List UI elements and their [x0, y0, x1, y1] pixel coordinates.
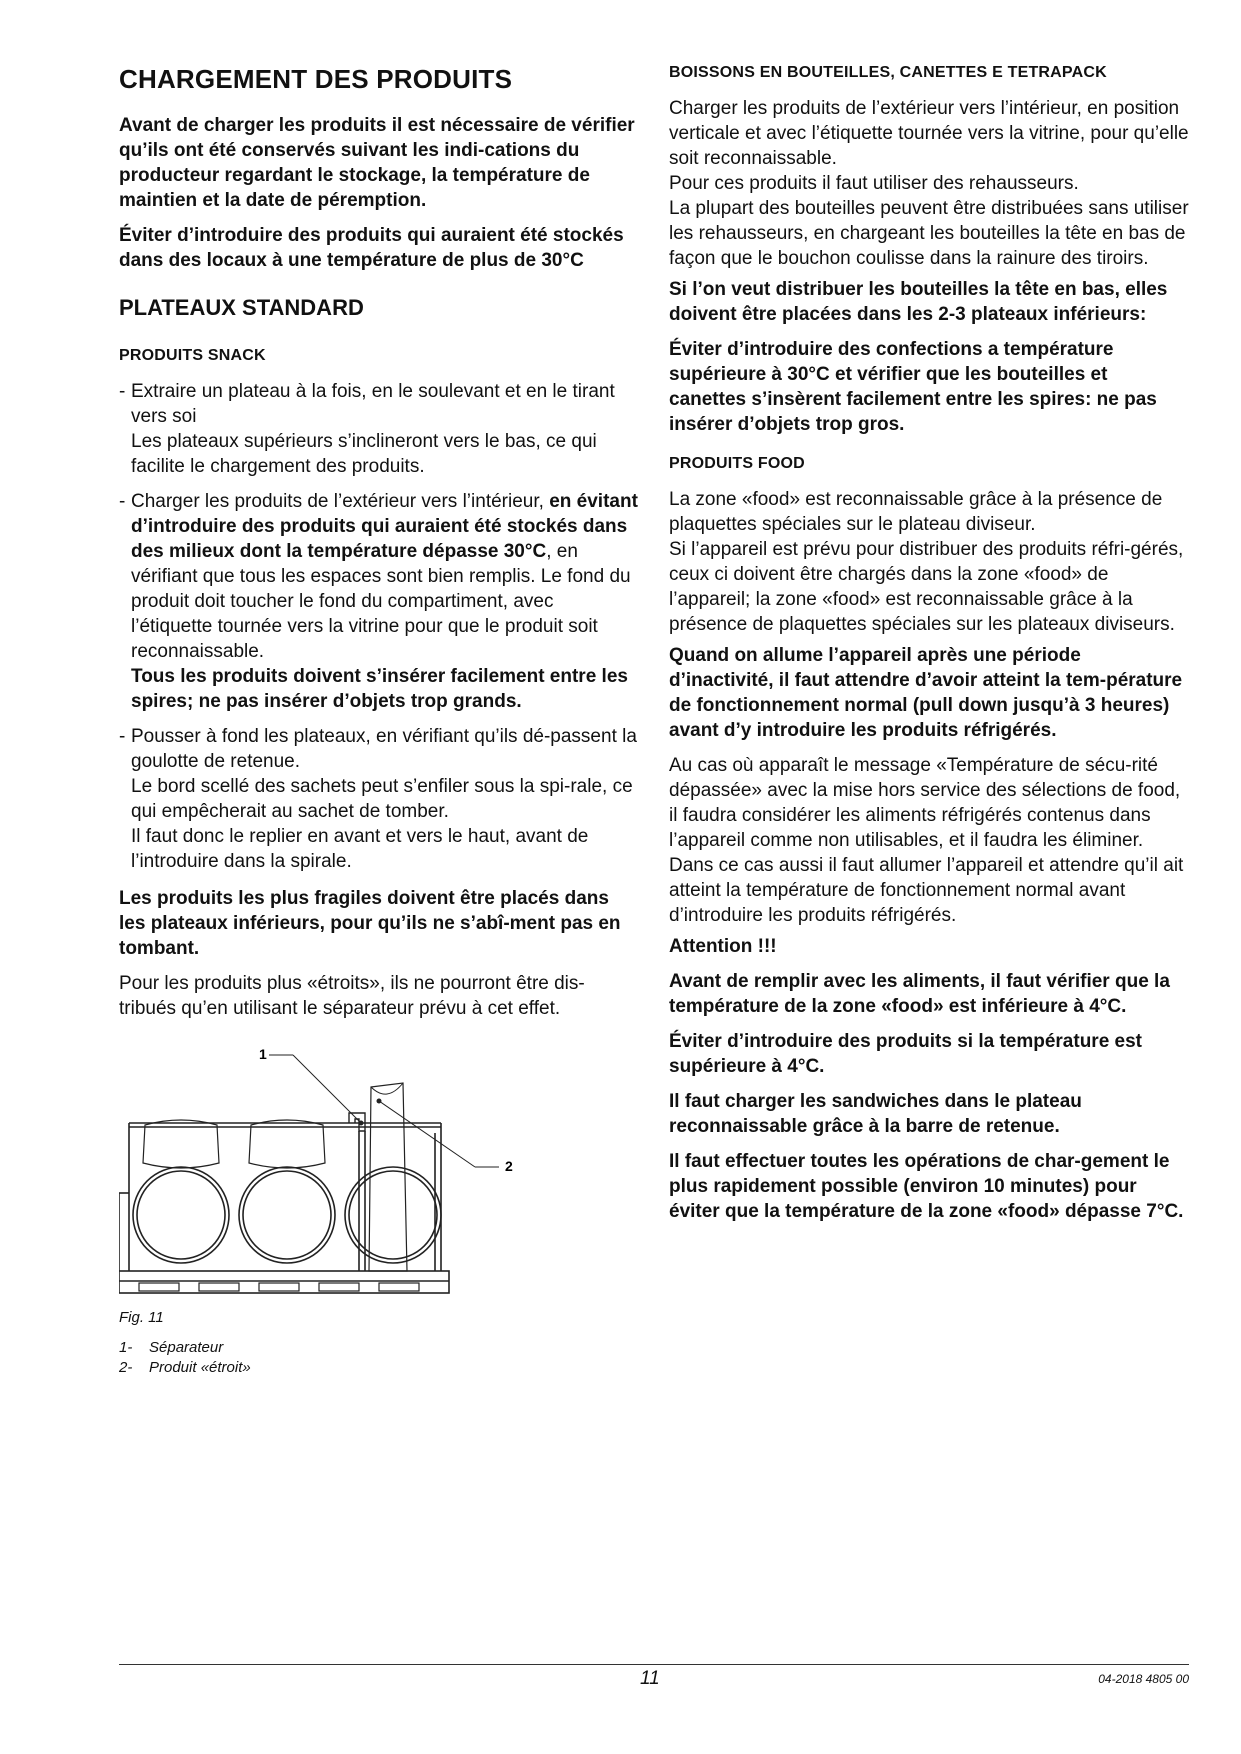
- figure-tray-diagram: [119, 1043, 559, 1303]
- intro-paragraph-1: Avant de charger les produits il est nécessaire de vérifier qu’ils ont été conservés suivant les indi-cations du producteur regardant le stockage, la température de maintien et la date de péremption.: [119, 115, 635, 211]
- instruction-list: [119, 379, 639, 874]
- item2-part-a: Charger les produits de l’extérieur vers l’intérieur,: [131, 491, 544, 512]
- left-column: [119, 64, 639, 1378]
- food-bold-3: Éviter d’introduire des produits si la température est supérieure à 4°C.: [669, 1031, 1143, 1077]
- bottles-bold-1: Si l’on veut distribuer les bouteilles la tête en bas, elles doivent être placées dans les 2-3 plateaux inférieurs:: [669, 279, 1168, 325]
- figure-caption: Fig. 11: [119, 1309, 164, 1326]
- intro-paragraph-2: Éviter d’introduire des produits qui auraient été stockés dans des locaux à une température de plus de 30°C: [119, 225, 624, 271]
- narrow-note: Pour les produits plus «étroits», ils ne pourront être dis-tribués qu’en utilisant le séparateur prévu à cet effet.: [119, 973, 585, 1019]
- item3-part-c: Il faut donc le replier en avant et vers le haut, avant de l’introduire dans la spirale.: [131, 826, 589, 872]
- page-number: 11: [640, 1668, 660, 1689]
- attention-label: Attention !!!: [669, 936, 777, 957]
- item3-part-b: Le bord scellé des sachets peut s’enfiler sous la spi-rale, ce qui empêcherait au sachet de tomber.: [131, 776, 633, 822]
- bottles-paragraph: Charger les produits de l’extérieur vers l’intérieur, en position verticale et avec l’étiquette tournée vers la vitrine, pour qu’elle soit reconnaissable. Pour ces produits il faut utiliser des rehausseurs. La plupart des bouteilles peuvent être distribuées sans utiliser les rehausseurs, en chargeant les bouteilles la tête en bas de façon que le bouchon coulisse dans la rainure des tiroirs.: [669, 98, 1189, 269]
- item3-part-a: Pousser à fond les plateaux, en vérifiant qu’ils dé-passent la goulotte de retenue.: [131, 726, 637, 772]
- food-bold-5: Il faut effectuer toutes les opérations de char-gement le plus rapidement possible (environ 10 minutes) pour éviter que la température de la zone «food» dépasse 7°C.: [669, 1151, 1184, 1222]
- subsection-title: PRODUITS SNACK: [119, 347, 266, 364]
- right-column: [669, 64, 1189, 1234]
- section-title: PLATEAUX STANDARD: [119, 295, 364, 320]
- item2-part-b: en évitant d’introduire des produits qui auraient été stockés dans des milieux dont la température dépasse 30°C: [131, 491, 638, 562]
- food-title: PRODUITS FOOD: [669, 455, 805, 472]
- footer-divider: [119, 1664, 1189, 1665]
- bottles-bold-2: Éviter d’introduire des confections a température supérieure à 30°C et vérifier que les bouteilles et canettes s’insèrent facilement entre les spires: ne pas insérer d’objets trop gros.: [669, 339, 1157, 435]
- food-paragraph-2: Au cas où apparaît le message «Température de sécu-rité dépassée» avec la mise hors service des sélections de food, il faudra considérer les aliments réfrigérés contenus dans l’appareil comme non utilisables, et il faudra les éliminer. Dans ce cas aussi il faut allumer l’appareil et attendre qu’il ait atteint la température de fonctionnement normal avant d’introduire les produits réfrigérés.: [669, 755, 1184, 926]
- list-item: [119, 724, 639, 874]
- fragile-note: Les produits les plus fragiles doivent être placés dans les plateaux inférieurs, pour qu’ils ne s’abî-ment pas en tombant.: [119, 888, 621, 959]
- item2-part-d: Tous les produits doivent s’insérer facilement entre les spires; ne pas insérer d’objets trop grands.: [131, 666, 628, 712]
- legend-item: 1- Séparateur: [119, 1339, 224, 1356]
- item2-part-c: , en vérifiant que tous les espaces sont bien remplis. Le fond du produit doit toucher le fond du compartiment, avec l’étiquette tournée vers la vitrine pour que le produit soit reconnaissable.: [131, 541, 631, 662]
- food-bold-4: Il faut charger les sandwiches dans le plateau reconnaissable grâce à la barre de retenue.: [669, 1091, 1082, 1137]
- food-bold-1: Quand on allume l’appareil après une période d’inactivité, il faut attendre d’avoir atteint la tem-pérature de fonctionnement normal (pull down jusqu’à 3 heures) avant d’y introduire les produits réfrigérés.: [669, 645, 1183, 741]
- figure-legend: [119, 1338, 639, 1378]
- item1-line2: Les plateaux supérieurs s’inclineront vers le bas, ce qui facilite le chargement des produits.: [131, 431, 597, 477]
- callout-1: 1: [259, 1046, 267, 1062]
- item1-line1: Extraire un plateau à la fois, en le soulevant et en le tirant vers soi: [131, 381, 615, 427]
- page-title: CHARGEMENT DES PRODUITS: [119, 64, 513, 94]
- list-item: [119, 489, 639, 714]
- list-item: [119, 379, 639, 479]
- document-code: 04-2018 4805 00: [1098, 1672, 1189, 1686]
- food-bold-2: Avant de remplir avec les aliments, il faut vérifier que la température de la zone «food» est inférieure à 4°C.: [669, 971, 1170, 1017]
- tray-illustration: [119, 1043, 559, 1303]
- callout-2: 2: [505, 1158, 513, 1174]
- food-paragraph-1: La zone «food» est reconnaissable grâce à la présence de plaquettes spéciales sur le plateau diviseur. Si l’appareil est prévu pour distribuer des produits réfri-gérés, ceux ci doivent être chargés dans la zone «food» de l’appareil; la zone «food» est reconnaissable grâce à la présence de plaquettes spéciales sur les plateaux diviseurs.: [669, 489, 1184, 635]
- legend-item: 2- Produit «étroit»: [119, 1359, 251, 1376]
- bottles-title: BOISSONS EN BOUTEILLES, CANETTES E TETRAPACK: [669, 64, 1107, 81]
